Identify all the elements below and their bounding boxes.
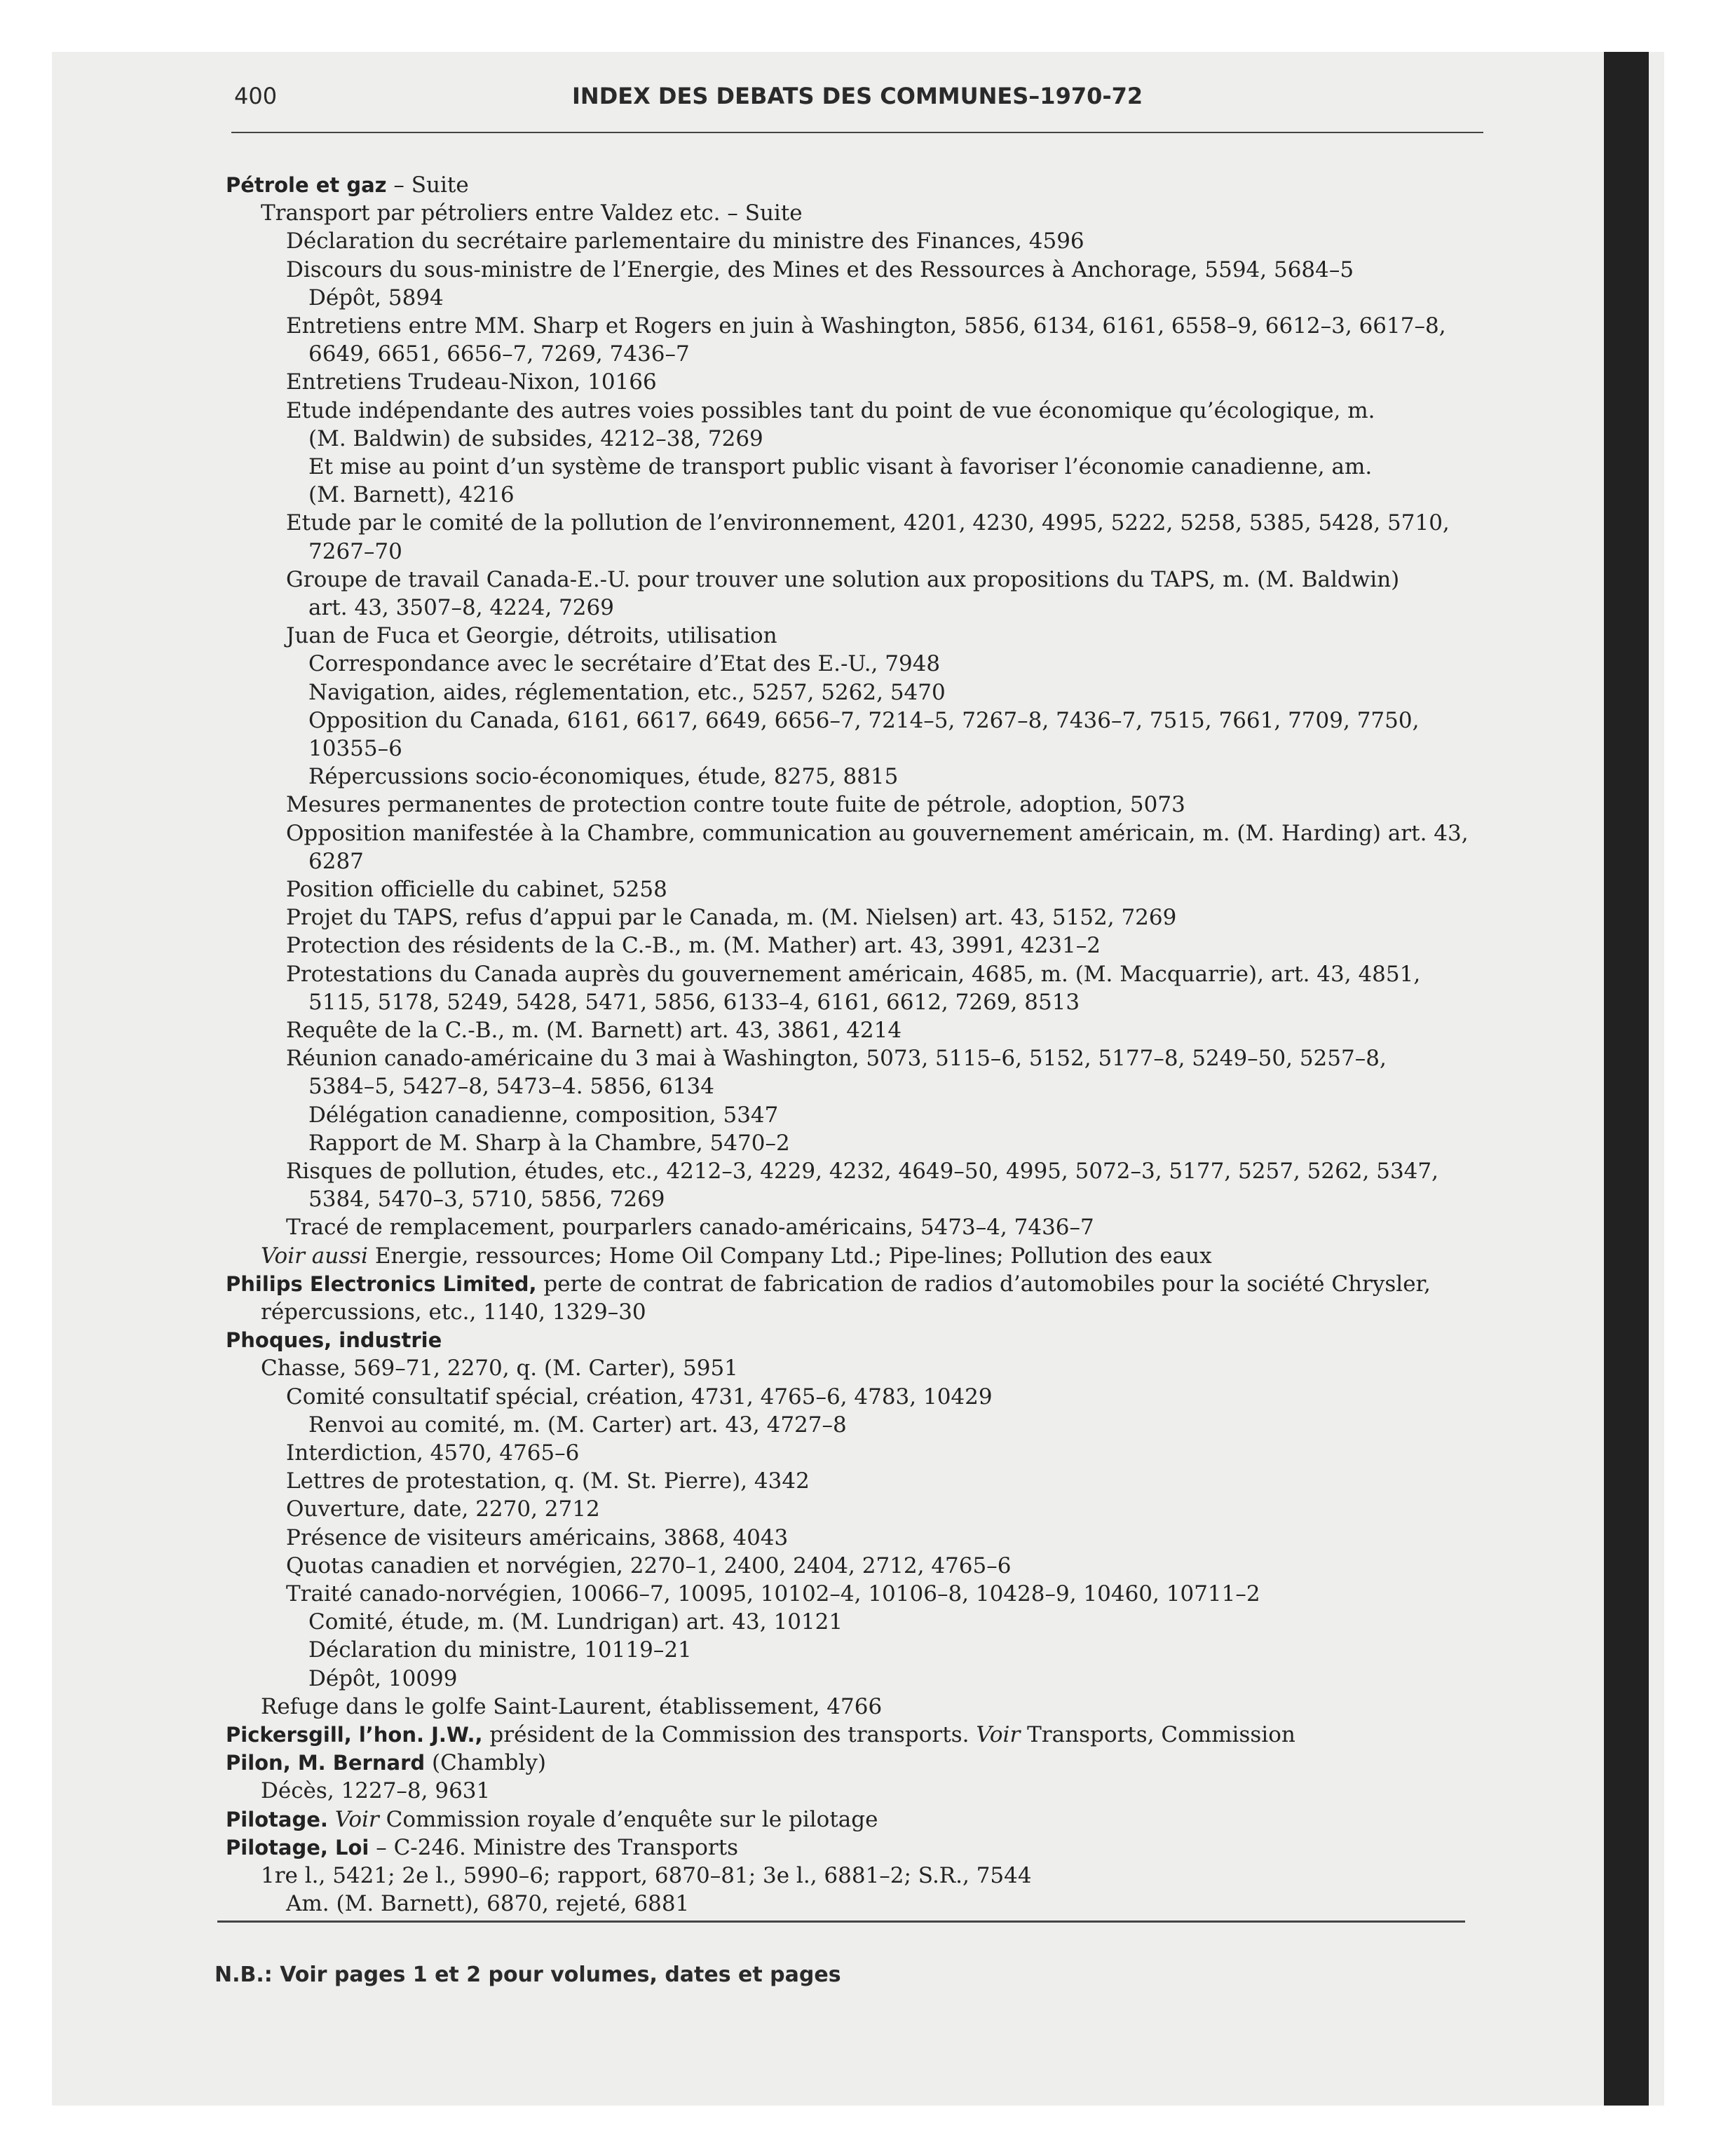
index-entry-line <box>308 1665 458 1693</box>
index-entry-line <box>308 847 364 875</box>
entry-text: répercussions, etc., 1140, 1329–30 <box>261 1299 646 1325</box>
entry-text: Ouverture, date, 2270, 2712 <box>286 1496 600 1522</box>
index-entry-line <box>308 1185 665 1213</box>
entry-text: 5384–5, 5427–8, 5473–4. 5856, 6134 <box>308 1074 714 1100</box>
entry-text: Correspondance avec le secrétaire d’Etat des E.-U., 7948 <box>308 651 941 677</box>
index-entry-line <box>286 903 1176 932</box>
index-entry-line <box>308 763 898 791</box>
index-entry-line <box>308 1411 847 1439</box>
index-entry-line <box>286 1580 1260 1608</box>
entry-text: Quotas canadien et norvégien, 2270–1, 2400, 2404, 2712, 4765–6 <box>286 1553 1012 1578</box>
entry-heading: Pilotage. <box>226 1807 328 1831</box>
entry-text: Mesures permanentes de protection contre toute fuite de pétrole, adoption, 5073 <box>286 792 1185 818</box>
index-entry-line <box>308 284 444 312</box>
entry-text: Navigation, aides, réglementation, etc., 5257, 5262, 5470 <box>308 679 946 705</box>
entry-text: Risques de pollution, études, etc., 4212–3, 4229, 4232, 4649–50, 4995, 5072–3, 5177, 5257, 5262, 5347, <box>286 1159 1438 1184</box>
cross-reference: Voir aussi <box>261 1243 368 1269</box>
entry-text: Rapport de M. Sharp à la Chambre, 5470–2 <box>308 1130 790 1156</box>
entry-heading: Phoques, industrie <box>226 1328 442 1353</box>
index-entry-line <box>286 397 1375 425</box>
index-heading-line <box>226 1806 878 1834</box>
index-entry-line <box>286 791 1185 819</box>
entry-text: Commission royale d’enquête sur le pilotage <box>379 1806 878 1832</box>
entry-text: Energie, ressources; Home Oil Company Ltd.; Pipe-lines; Pollution des eaux <box>367 1243 1212 1269</box>
index-entry-line <box>308 988 1080 1016</box>
cross-reference: Voir <box>976 1722 1021 1747</box>
index-entry-line <box>286 1044 1387 1072</box>
index-entry-line <box>286 1552 1011 1580</box>
entry-text: Tracé de remplacement, pourparlers canado-américains, 5473–4, 7436–7 <box>286 1215 1094 1241</box>
entry-text: président de la Commission des transports. <box>482 1722 977 1747</box>
entry-text: Transports, Commission <box>1020 1722 1295 1747</box>
entry-text: Répercussions socio-économiques, étude, 8275, 8815 <box>308 764 899 790</box>
cross-reference: Voir <box>334 1806 379 1832</box>
entry-text: Juan de Fuca et Georgie, détroits, utilisation <box>286 623 777 649</box>
index-entry-line <box>286 1157 1438 1185</box>
index-entry-line <box>308 678 946 707</box>
index-heading-line <box>226 1834 738 1862</box>
entry-text: Entretiens Trudeau-Nixon, 10166 <box>286 369 657 395</box>
index-heading-line <box>226 1270 1431 1298</box>
entry-text: Décès, 1227–8, 9631 <box>261 1778 491 1804</box>
entry-text: Etude par le comité de la pollution de l’environnement, 4201, 4230, 4995, 5222, 5258, 5385, 5428, 5710, <box>286 510 1450 536</box>
entry-heading: Pilotage, Loi <box>226 1835 369 1860</box>
entry-text: 6649, 6651, 6656–7, 7269, 7436–7 <box>308 341 690 367</box>
entry-text: Présence de visiteurs américains, 3868, 4043 <box>286 1524 789 1550</box>
index-entry-line <box>261 1777 490 1805</box>
index-entry-line <box>286 932 1101 960</box>
entry-text: perte de contrat de fabrication de radios d’automobiles pour la société Chrysler, <box>536 1271 1431 1297</box>
entry-text: 10355–6 <box>308 736 402 761</box>
index-entry-line <box>308 1129 790 1157</box>
index-entry-line <box>308 340 690 368</box>
entry-text: (M. Baldwin) de subsides, 4212–38, 7269 <box>308 425 763 451</box>
entry-heading: Philips Electronics Limited, <box>226 1271 537 1296</box>
index-entry-line <box>286 1016 901 1044</box>
index-entry-line <box>261 1354 738 1382</box>
entry-text: Refuge dans le golfe Saint-Laurent, établissement, 4766 <box>261 1693 883 1719</box>
index-entry-line <box>286 1524 788 1552</box>
index-entry-line <box>286 1213 1094 1241</box>
index-entry-line <box>308 481 515 509</box>
index-entry-line <box>308 735 402 763</box>
index-entry-line <box>308 1636 692 1664</box>
index-entry-line <box>308 650 940 678</box>
index-entry-line <box>286 509 1450 537</box>
entry-text: Traité canado-norvégien, 10066–7, 10095, 10102–4, 10106–8, 10428–9, 10460, 10711–2 <box>286 1581 1260 1606</box>
running-title: INDEX DES DEBATS DES COMMUNES–1970-72 <box>572 83 1143 109</box>
page-number: 400 <box>234 83 278 109</box>
entry-text: Déclaration du secrétaire parlementaire du ministre des Finances, 4596 <box>286 228 1084 254</box>
entry-text: Interdiction, 4570, 4765–6 <box>286 1440 580 1466</box>
entry-text: Opposition manifestée à la Chambre, communication au gouvernement américain, m. (M. Harding) art. 43, <box>286 820 1469 846</box>
index-entry-line <box>286 256 1354 284</box>
footer-rule <box>217 1920 1465 1923</box>
index-entry-line <box>286 566 1399 594</box>
index-entry-line <box>308 425 763 453</box>
index-heading-line <box>226 171 469 199</box>
entry-text: Dépôt, 10099 <box>308 1665 458 1691</box>
entry-text: 5115, 5178, 5249, 5428, 5471, 5856, 6133–4, 6161, 6612, 7269, 8513 <box>308 989 1080 1015</box>
index-entry-line <box>286 1439 579 1467</box>
entry-text: Protestations du Canada auprès du gouvernement américain, 4685, m. (M. Macquarrie), art. 43, 4851, <box>286 961 1421 987</box>
index-entry-line <box>286 1467 810 1495</box>
footnote: N.B.: Voir pages 1 et 2 pour volumes, dates et pages <box>215 1963 841 1987</box>
index-entry-line <box>308 594 614 622</box>
index-entry-line <box>286 227 1084 255</box>
index-entry-line <box>286 622 777 650</box>
index-entry-line <box>286 1383 993 1411</box>
entry-text: Déclaration du ministre, 10119–21 <box>308 1637 692 1663</box>
index-heading-line <box>226 1721 1295 1749</box>
index-entry-line <box>308 1072 714 1100</box>
entry-text: Comité consultatif spécial, création, 4731, 4765–6, 4783, 10429 <box>286 1384 993 1410</box>
entry-text: Position officielle du cabinet, 5258 <box>286 877 667 902</box>
entry-text: art. 43, 3507–8, 4224, 7269 <box>308 595 614 620</box>
entry-text: Entretiens entre MM. Sharp et Rogers en juin à Washington, 5856, 6134, 6161, 6558–9, 6612–3, 6617–8, <box>286 313 1446 339</box>
index-entry-line <box>261 1862 1032 1890</box>
entry-text: (Chambly) <box>425 1750 547 1776</box>
index-heading-line <box>226 1326 442 1354</box>
index-entry-line <box>286 1495 600 1523</box>
entry-heading: Pickersgill, l’hon. J.W., <box>226 1723 483 1747</box>
entry-text: Protection des résidents de la C.-B., m. (M. Mather) art. 43, 3991, 4231–2 <box>286 933 1101 959</box>
entry-text: Dépôt, 5894 <box>308 285 444 311</box>
entry-text: Opposition du Canada, 6161, 6617, 6649, 6656–7, 7214–5, 7267–8, 7436–7, 7515, 7661, 7709, 7750, <box>308 707 1420 733</box>
entry-text: Am. (M. Barnett), 6870, rejeté, 6881 <box>286 1891 690 1917</box>
index-entry-line <box>261 199 803 227</box>
entry-text: Et mise au point d’un système de transport public visant à favoriser l’économie canadienne, am. <box>308 454 1373 479</box>
entry-text: Chasse, 569–71, 2270, q. (M. Carter), 5951 <box>261 1356 738 1381</box>
entry-text: – Suite <box>386 172 469 198</box>
entry-heading: Pétrole et gaz <box>226 173 387 197</box>
entry-text: Comité, étude, m. (M. Lundrigan) art. 43, 10121 <box>308 1609 843 1635</box>
entry-text: Transport par pétroliers entre Valdez etc. – Suite <box>261 200 803 226</box>
index-entry-line <box>308 453 1372 481</box>
index-heading-line <box>226 1749 546 1777</box>
entry-text: Lettres de protestation, q. (M. St. Pierre), 4342 <box>286 1468 810 1494</box>
index-entry-line <box>286 312 1446 340</box>
entry-text: Projet du TAPS, refus d’appui par le Canada, m. (M. Nielsen) art. 43, 5152, 7269 <box>286 905 1177 931</box>
entry-text: Réunion canado-américaine du 3 mai à Washington, 5073, 5115–6, 5152, 5177–8, 5249–50, 5257–8, <box>286 1046 1387 1072</box>
entry-text: 1re l., 5421; 2e l., 5990–6; rapport, 6870–81; 3e l., 6881–2; S.R., 7544 <box>261 1863 1032 1888</box>
binding-shadow <box>1604 52 1649 2106</box>
header-rule <box>231 132 1483 133</box>
entry-text: Renvoi au comité, m. (M. Carter) art. 43, 4727–8 <box>308 1412 847 1438</box>
entry-text: 5384, 5470–3, 5710, 5856, 7269 <box>308 1187 665 1213</box>
index-entry-line <box>261 1242 1212 1270</box>
entry-text: Groupe de travail Canada-E.-U. pour trouver une solution aux propositions du TAPS, m. (M. Baldwin) <box>286 566 1400 592</box>
entry-text: – C-246. Ministre des Transports <box>369 1834 739 1860</box>
entry-text: 7267–70 <box>308 538 402 564</box>
entry-text: Discours du sous-ministre de l’Energie, des Mines et des Ressources à Anchorage, 5594, 5684–5 <box>286 257 1354 282</box>
index-entry-line <box>286 819 1469 847</box>
index-entry-line <box>261 1298 646 1326</box>
index-entry-line <box>286 1890 689 1918</box>
index-entry-line <box>286 368 657 396</box>
entry-text: 6287 <box>308 848 364 874</box>
entry-text: Délégation canadienne, composition, 5347 <box>308 1102 779 1128</box>
entry-heading: Pilon, M. Bernard <box>226 1751 426 1775</box>
index-entry-line <box>261 1693 882 1721</box>
entry-text: Etude indépendante des autres voies possibles tant du point de vue économique qu’écologique, m. <box>286 397 1375 423</box>
entry-text: (M. Barnett), 4216 <box>308 482 515 508</box>
index-entry-line <box>286 960 1420 988</box>
index-entry-line <box>308 1608 843 1636</box>
entry-text: Requête de la C.-B., m. (M. Barnett) art. 43, 3861, 4214 <box>286 1018 902 1043</box>
index-entry-line <box>308 707 1419 735</box>
index-entry-line <box>308 1101 778 1129</box>
index-entry-line <box>286 875 667 903</box>
index-entry-line <box>308 538 402 566</box>
